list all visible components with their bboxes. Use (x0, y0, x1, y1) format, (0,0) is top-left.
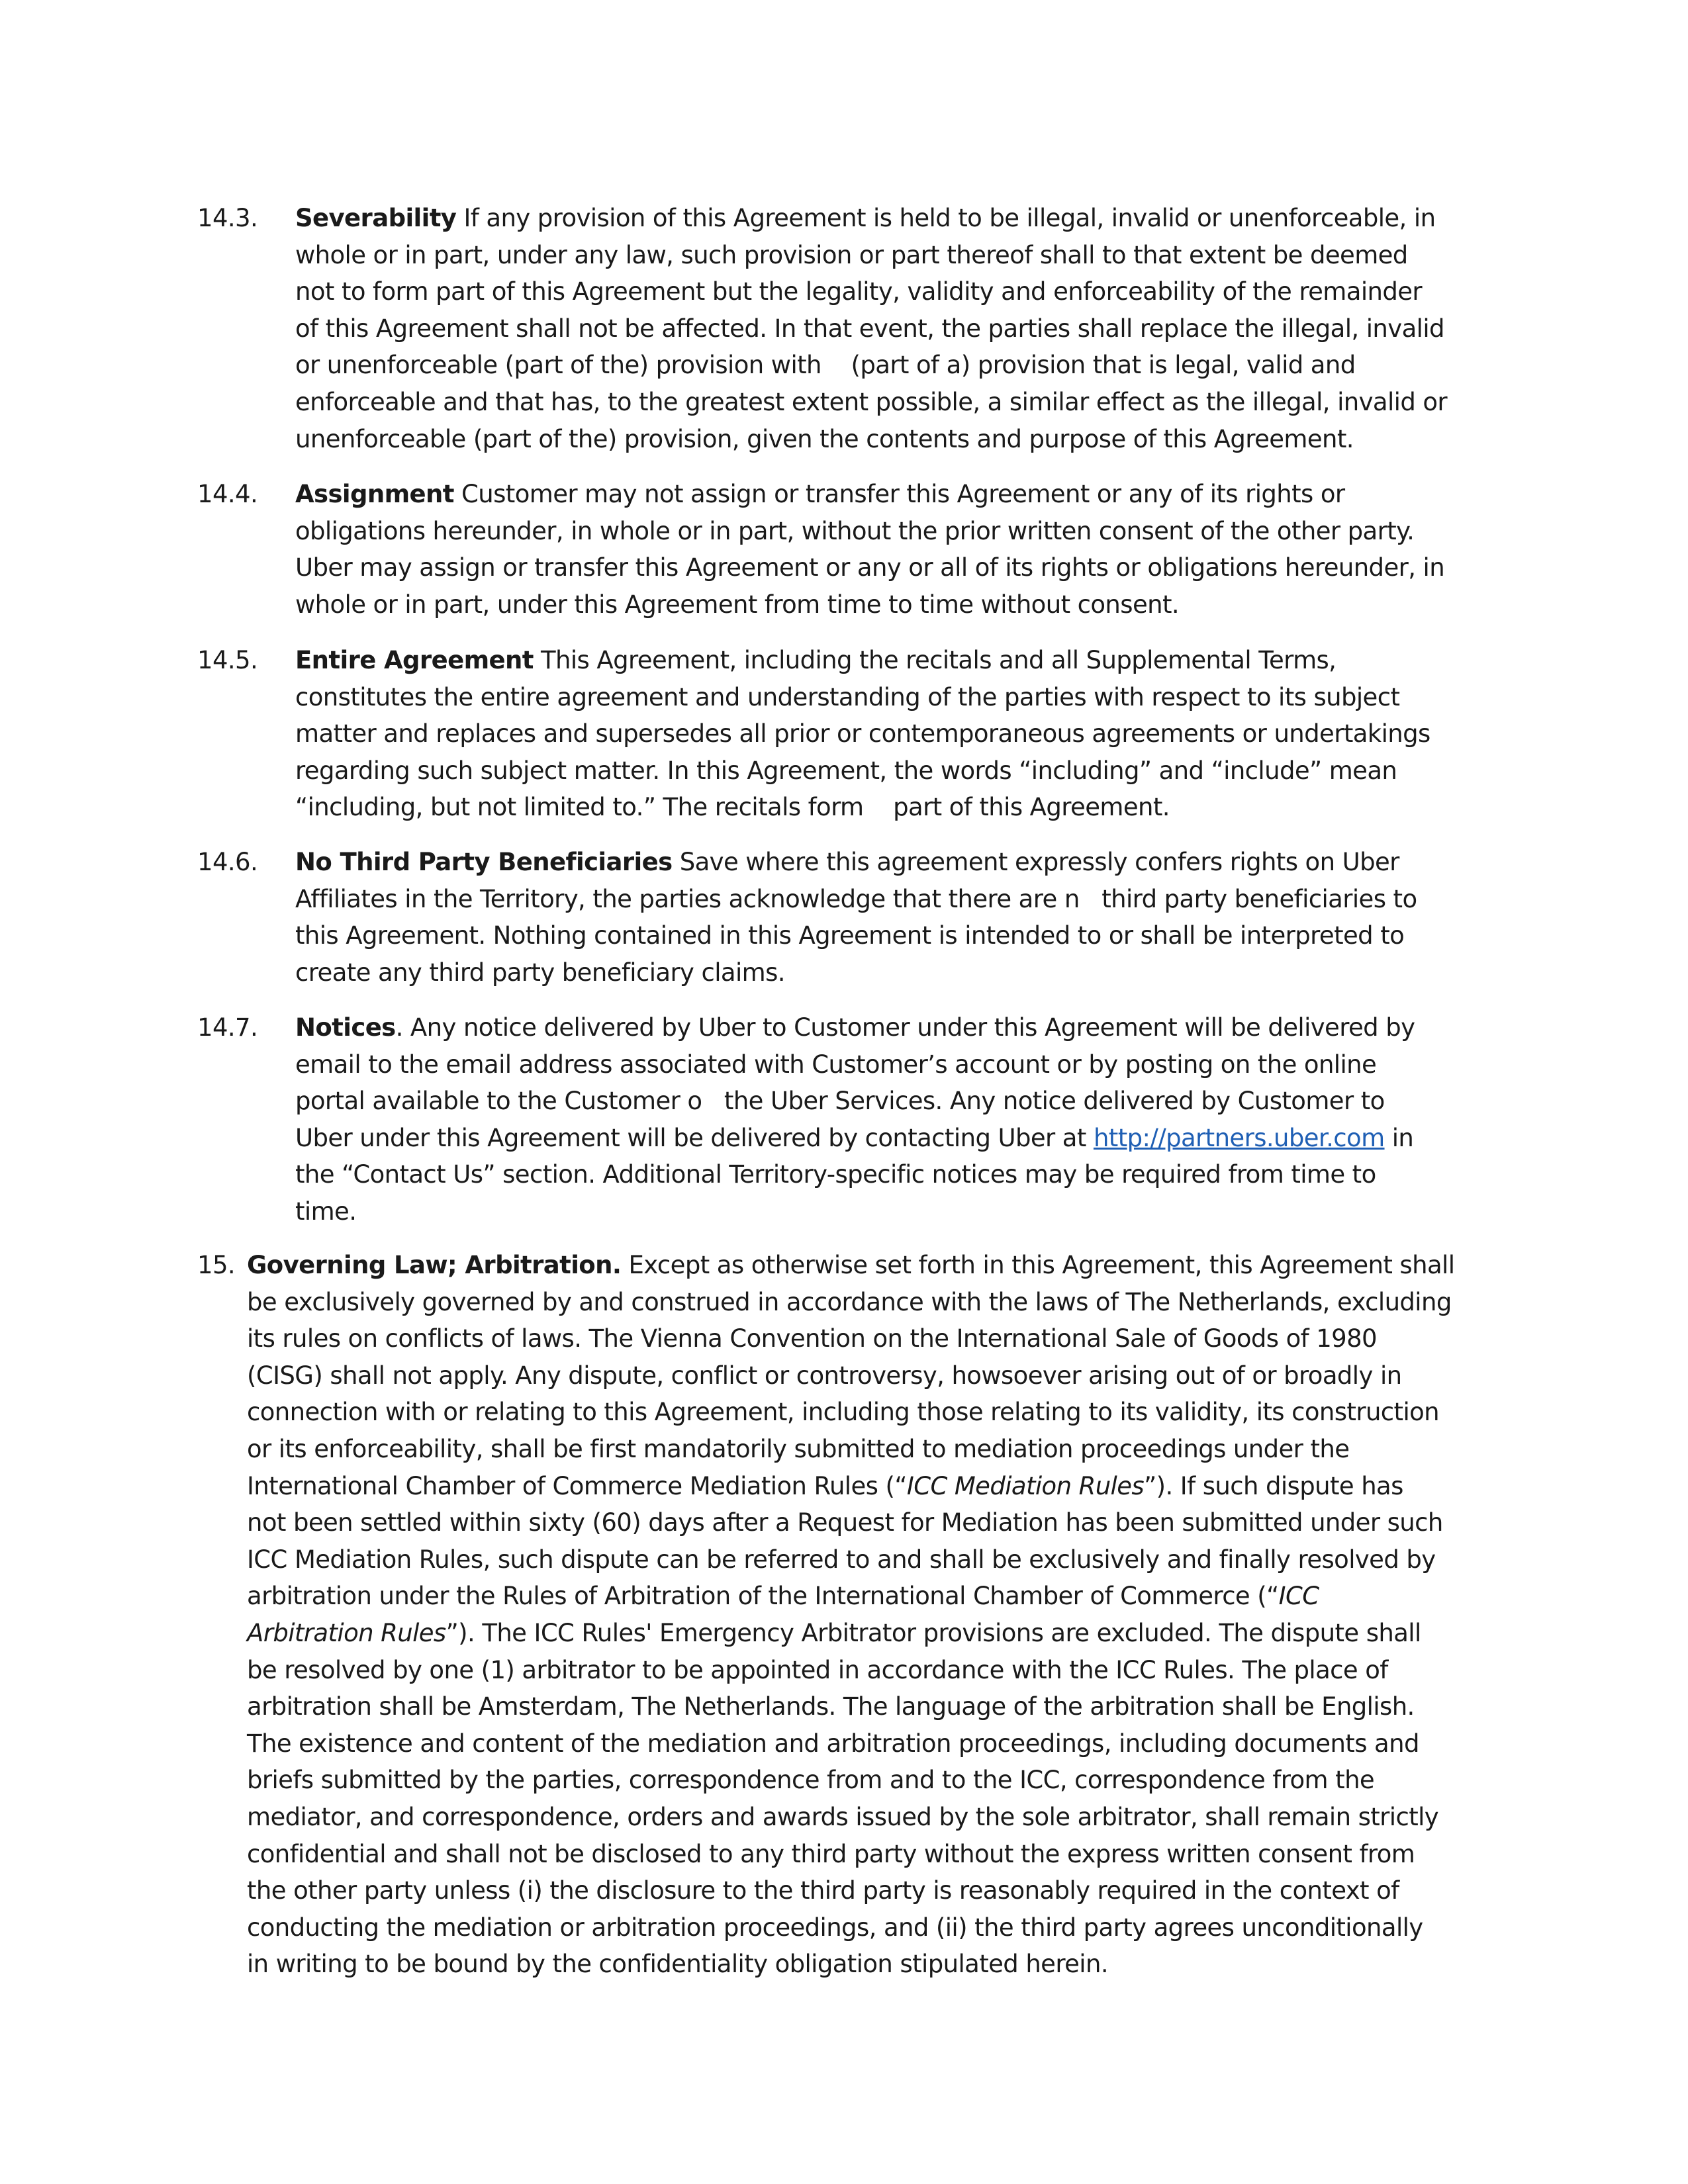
defined-term: ICC (1278, 1582, 1319, 1611)
section-line: its rules on conflicts of laws. The Vienna Convention on the International Sale of Goods of 1980 (247, 1324, 1377, 1353)
clause-line: in (1384, 1123, 1414, 1152)
section-line: ICC Mediation Rules, such dispute can be referred to and shall be exclusively and finally resolved by (247, 1545, 1436, 1574)
clause-number: 14.4. (197, 480, 258, 508)
section-heading: Governing Law; Arbitration. (247, 1251, 622, 1279)
clause-heading: Notices (295, 1013, 396, 1042)
clause-line: enforceable and that has, to the greatest extent possible, a similar effect as the illegal, invalid or (295, 387, 1448, 416)
clause-line: This Agreement, including the recitals and all Supplemental Terms, (541, 646, 1336, 674)
clause-body (295, 476, 1495, 623)
defined-term: Arbitration Rules (247, 1618, 446, 1647)
clause-body (295, 200, 1495, 457)
clause-line: or unenforceable (part of the) provision with (part of a) provision that is legal, valid and (295, 351, 1356, 380)
section-line: International Chamber of Commerce Mediation Rules (“ (247, 1471, 907, 1500)
clause-number: 14.7. (197, 1013, 258, 1042)
section-number: 15. (197, 1251, 236, 1279)
section-line: or its enforceability, shall be first mandatorily submitted to mediation proceedings under the (247, 1434, 1350, 1463)
clause-line: . Any notice delivered by Uber to Customer under this Agreement will be delivered by (395, 1013, 1415, 1042)
clause-line: regarding such subject matter. In this Agreement, the words “including” and “include” mean (295, 756, 1397, 785)
clause-14-6 (197, 844, 1495, 991)
clause-line: of this Agreement shall not be affected. In that event, the parties shall replace the illegal, invalid (295, 314, 1444, 343)
clause-line: If any provision of this Agreement is held to be illegal, invalid or unenforceable, in (463, 204, 1436, 232)
section-line: arbitration under the Rules of Arbitration of the International Chamber of Commerce (“ (247, 1582, 1279, 1611)
clause-line: unenforceable (part of the) provision, given the contents and purpose of this Agreement. (295, 424, 1354, 453)
section-line: the other party unless (i) the disclosure to the third party is reasonably required in the context of (247, 1876, 1399, 1905)
clause-line: “including, but not limited to.” The recitals form part of this Agreement. (295, 793, 1170, 822)
section-line: be exclusively governed by and construed in accordance with the laws of The Netherlands, excluding (247, 1287, 1452, 1316)
clause-body (295, 1009, 1495, 1230)
clause-line: whole or in part, under this Agreement from time to time without consent. (295, 590, 1180, 619)
clause-line: matter and replaces and supersedes all prior or contemporaneous agreements or undertakings (295, 719, 1430, 749)
clause-line: the “Contact Us” section. Additional Territory-specific notices may be required from time to (295, 1160, 1376, 1189)
section-line: be resolved by one (1) arbitrator to be appointed in accordance with the ICC Rules. The place of (247, 1655, 1388, 1684)
clause-line: Uber may assign or transfer this Agreement or any or all of its rights or obligations hereunder, in (295, 553, 1445, 582)
section-line: not been settled within sixty (60) days after a Request for Mediation has been submitted under such (247, 1508, 1443, 1537)
section-line: briefs submitted by the parties, correspondence from and to the ICC, correspondence from the (247, 1766, 1375, 1795)
clause-14-3 (197, 200, 1495, 457)
clause-line: time. (295, 1197, 357, 1226)
section-line: The existence and content of the mediation and arbitration proceedings, including documents and (247, 1729, 1419, 1758)
clause-line: Save where this agreement expressly confers rights on Uber (679, 848, 1399, 876)
clause-line: obligations hereunder, in whole or in part, without the prior written consent of the other party. (295, 516, 1415, 545)
clause-line: email to the email address associated with Customer’s account or by posting on the online (295, 1050, 1377, 1079)
clause-line: constitutes the entire agreement and understanding of the parties with respect to its subject (295, 682, 1400, 711)
clause-line: whole or in part, under any law, such provision or part thereof shall to that extent be deemed (295, 240, 1408, 269)
clause-line: this Agreement. Nothing contained in this Agreement is intended to or shall be interpreted to (295, 921, 1405, 950)
clause-heading: Severability (295, 204, 457, 232)
section-line: conducting the mediation or arbitration proceedings, and (ii) the third party agrees unconditionally (247, 1913, 1423, 1942)
section-line: (CISG) shall not apply. Any dispute, conflict or controversy, howsoever arising out of or broadly in (247, 1361, 1402, 1390)
clause-body (295, 844, 1495, 991)
section-line: ”). If such dispute has (1144, 1471, 1403, 1500)
clause-line: Customer may not assign or transfer this Agreement or any of its rights or (461, 480, 1345, 508)
section-line: mediator, and correspondence, orders and awards issued by the sole arbitrator, shall remain strictly (247, 1802, 1439, 1831)
section-line: in writing to be bound by the confidentiality obligation stipulated herein. (247, 1950, 1108, 1979)
clause-line: not to form part of this Agreement but the legality, validity and enforceability of the remainder (295, 277, 1423, 306)
section-body (247, 1247, 1495, 1983)
clause-14-4 (197, 476, 1495, 623)
clause-number: 14.6. (197, 848, 258, 876)
section-line: Except as otherwise set forth in this Agreement, this Agreement shall (628, 1251, 1455, 1279)
clause-number: 14.5. (197, 646, 258, 674)
clause-14-5 (197, 642, 1495, 826)
clause-line: create any third party beneficiary claims. (295, 958, 785, 987)
defined-term: ICC Mediation Rules (906, 1471, 1145, 1500)
clause-heading: Assignment (295, 480, 454, 508)
clause-heading: No Third Party Beneficiaries (295, 848, 673, 876)
clause-heading: Entire Agreement (295, 646, 534, 674)
section-line: arbitration shall be Amsterdam, The Netherlands. The language of the arbitration shall be English. (247, 1692, 1415, 1721)
clause-number: 14.3. (197, 204, 258, 232)
clause-line: Affiliates in the Territory, the parties acknowledge that there are n third party beneficiaries to (295, 884, 1417, 913)
clause-14-7 (197, 1009, 1495, 1230)
section-line: connection with or relating to this Agreement, including those relating to its validity, its construction (247, 1398, 1440, 1427)
section-line: confidential and shall not be disclosed to any third party without the express written consent from (247, 1839, 1415, 1868)
section-15 (197, 1247, 1495, 1983)
section-line: ”). The ICC Rules' Emergency Arbitrator provisions are excluded. The dispute shall (445, 1618, 1421, 1647)
clause-body (295, 642, 1495, 826)
clause-line: Uber under this Agreement will be delivered by contacting Uber at (295, 1123, 1094, 1152)
partners-link[interactable]: http://partners.uber.com (1093, 1123, 1385, 1152)
clause-line: portal available to the Customer o the Uber Services. Any notice delivered by Customer to (295, 1087, 1385, 1116)
